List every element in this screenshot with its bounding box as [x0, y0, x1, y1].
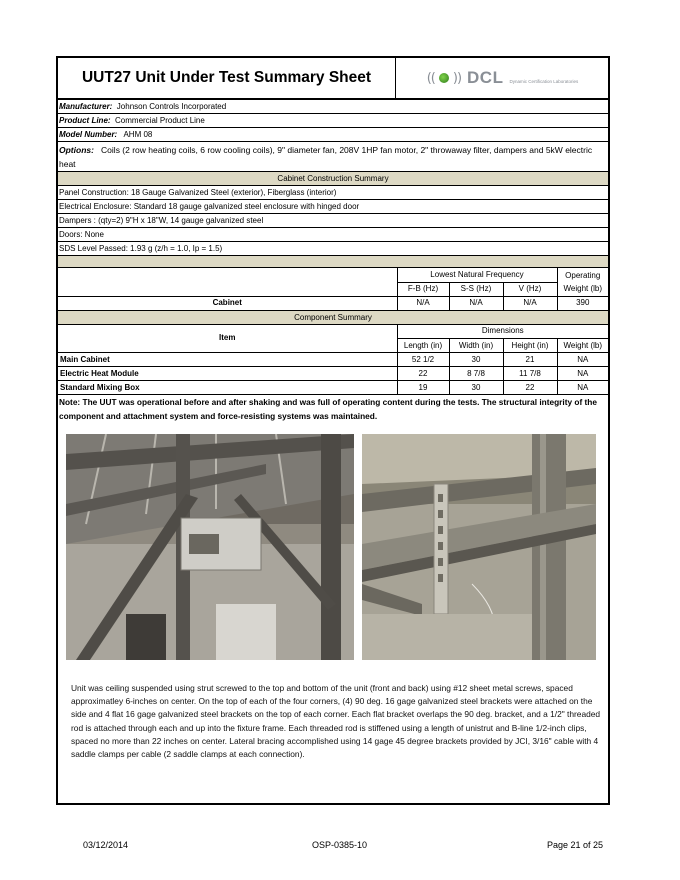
component-heading: Component Summary	[58, 311, 608, 325]
col-header: Width (in)	[449, 339, 503, 353]
table-cell: 52 1/2	[397, 353, 449, 367]
sheet-body	[58, 100, 608, 423]
table-cell: 8 7/8	[449, 367, 503, 381]
weight-header-line1: Operating	[565, 270, 601, 280]
construction-line: Electrical Enclosure: Standard 18 gauge galvanized steel enclosure with hinged door	[58, 200, 608, 214]
product-line-value: Commercial Product Line	[115, 116, 205, 125]
table-cell: 22	[397, 367, 449, 381]
col-header: Weight (lb)	[557, 339, 608, 353]
weight-header	[557, 268, 608, 296]
col-header: S-S (Hz)	[449, 282, 503, 296]
photo-unit-suspended	[66, 434, 354, 660]
col-header: F-B (Hz)	[397, 282, 449, 296]
table-cell: 30	[449, 353, 503, 367]
table-cell: 19	[397, 381, 449, 395]
table-cell: 22	[503, 381, 557, 395]
table-cell: 390	[557, 296, 608, 310]
table-cell: NA	[557, 353, 608, 367]
model-label: Model Number:	[59, 130, 118, 139]
table-cell: N/A	[503, 296, 557, 310]
construction-line: Dampers : (qty=2) 9"H x 18"W, 14 gauge galvanized steel	[58, 214, 608, 228]
table-cell: NA	[557, 367, 608, 381]
options-label: Options:	[59, 145, 94, 155]
table-cell: 11 7/8	[503, 367, 557, 381]
dcl-logo	[397, 58, 608, 98]
logo-subtitle: Dynamic Certification Laboratories	[509, 78, 579, 84]
component-table	[58, 325, 608, 396]
product-line-row	[58, 114, 608, 128]
note-text: Note: The UUT was operational before and after shaking and was full of operating content during the tests. The structural integrity of the component and attachment system and force-resisting systems was maintained.	[59, 397, 597, 421]
installation-description: Unit was ceiling suspended using strut screwed to the top and bottom of the unit (front and back) using #12 sheet metal screws, spaced approximatley 6-inches on center. On the top of each of the four corners, (4) 90 deg. 16 gage galvanized steel brackets were attached on the side and 4 flat 16 gage galvanized steel brackets on the top of each corner. Each flat bracket overlaps the 90 deg. bracket, and a 1/2" threaded rod is attached through each and up into the fixture frame. Each threaded rod is stiffened using a length of unistrut and B-line 1/2-inch clips, spaced no more than 22 inches on center. Lateral bracing accomplished using 14 gage 45 degree brackets provided by JCI, 3/16" cable with 4 saddle clamps per cable (2 saddle clamps at each connection).	[71, 683, 601, 760]
signal-waves-icon: ((	[426, 70, 435, 86]
signal-waves-icon: ))	[452, 70, 462, 86]
construction-line: SDS Level Passed: 1.93 g (z/h = 1.0, Ip = 1.5)	[58, 242, 608, 256]
construction-line: Doors: None	[58, 228, 608, 242]
table-cell: 30	[449, 381, 503, 395]
col-header: Height (in)	[503, 339, 557, 353]
table-cell: N/A	[449, 296, 503, 310]
dimensions-header: Dimensions	[397, 325, 608, 339]
options-value: Coils (2 row heating coils, 6 row cooling coils), 9" diameter fan, 208V 1HP fan motor, 2" throwaway filter, dampers and 5kW electric heat	[59, 145, 593, 169]
col-header: Length (in)	[397, 339, 449, 353]
table-row	[58, 381, 608, 395]
footer-page-number: Page 21 of 25	[547, 840, 604, 850]
manufacturer-label: Manufacturer:	[59, 102, 113, 111]
table-row	[58, 367, 608, 381]
model-row	[58, 128, 608, 142]
manufacturer-value: Johnson Controls Incorporated	[116, 102, 227, 111]
product-line-label: Product Line:	[59, 116, 111, 125]
frequency-group-header: Lowest Natural Frequency	[397, 268, 557, 282]
spacer-band	[58, 256, 608, 268]
col-header: V (Hz)	[503, 282, 557, 296]
sheet-header	[58, 58, 608, 100]
table-cell: NA	[557, 381, 608, 395]
photo-strut-bracing	[362, 434, 596, 660]
cabinet-label: Cabinet	[58, 296, 397, 310]
options-row	[58, 142, 608, 172]
component-name: Electric Heat Module	[58, 367, 397, 381]
item-header: Item	[58, 325, 397, 353]
table-cell: N/A	[397, 296, 449, 310]
model-value: AHM 08	[123, 130, 153, 139]
table-cell: 21	[503, 353, 557, 367]
component-name: Main Cabinet	[58, 353, 397, 367]
page-title: UUT27 Unit Under Test Summary Sheet	[58, 58, 396, 98]
logo-brand: DCL	[467, 68, 504, 87]
construction-line: Panel Construction: 18 Gauge Galvanized Steel (exterior), Fiberglass (interior)	[58, 186, 608, 200]
globe-icon	[439, 73, 449, 83]
footer-document-number: OSP-0385-10	[312, 840, 368, 850]
component-name: Standard Mixing Box	[58, 381, 397, 395]
frequency-table	[58, 268, 608, 311]
summary-sheet	[56, 56, 610, 805]
construction-heading: Cabinet Construction Summary	[58, 172, 608, 186]
photo-strip	[66, 434, 596, 660]
table-row	[58, 353, 608, 367]
frequency-blank-cell	[58, 268, 397, 296]
footer-date: 03/12/2014	[83, 840, 129, 850]
weight-header-line2: Weight (lb)	[563, 283, 603, 293]
manufacturer-row	[58, 100, 608, 114]
